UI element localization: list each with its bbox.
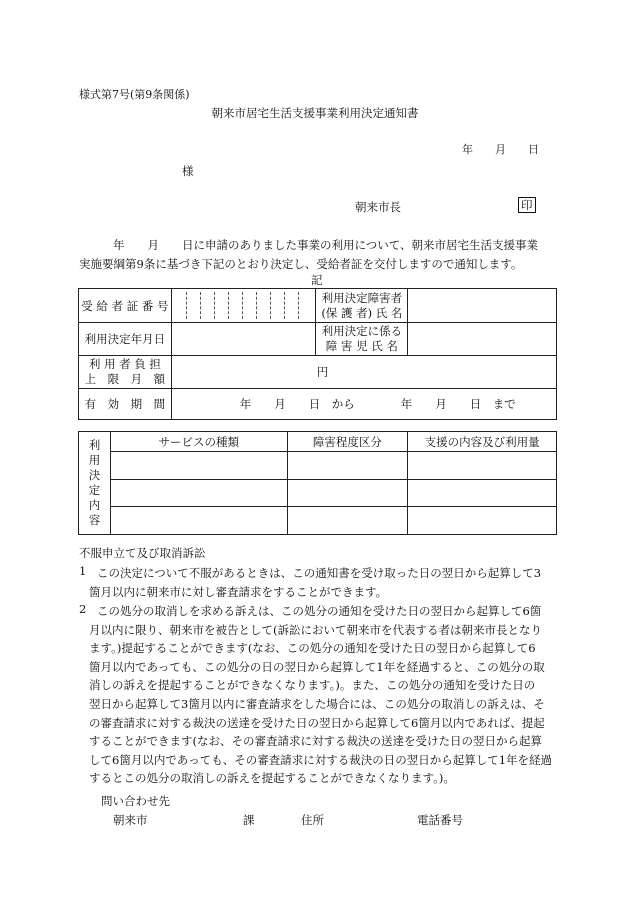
info-table — [78, 288, 557, 420]
appeal-item-2: この処分の取消しを求める訴えは、この処分の通知を受けた日の翌日から起算して6箇 月以内に限り、朝来市を被告として(訴訟において朝来市を代表する者は朝来市長となり ます。)提起することができます(なお、この処分の通知を受けた日の翌日から起算して6 箇月以内であっても、この処分の日の翌日から起算して1年を経過すると、この処分の取 消しの訴えを提起することができなくなります。)。また、この処分の通知を受けた日の 翌日から起算して3箇月以内に審査請求をした場合には、この処分の取消しの訴えは、そ の審査請求に対する裁決の送達を受けた日の翌日から起算して6箇月以内であれば、提起 することができます(なお、その審査請求に対する裁決の送達を受けた日の翌日から起算 して6箇月以内であっても、その審査請求に対する裁決の日の翌日から起算して1年を経過 するとこの処分の取消しの訴えを提起することができなくなります。)。 — [89, 604, 553, 786]
issuer: 朝来市長 — [355, 200, 401, 214]
valid-period-label: 有 効 期 間 — [79, 389, 172, 420]
decision-date-label: 利用決定年月日 — [79, 323, 172, 356]
recipient-number-label: 受 給 者 証 番 号 — [79, 289, 172, 323]
contact-heading: 問い合わせ先 — [101, 794, 170, 808]
child-name-value — [408, 323, 557, 356]
user-name-value — [408, 289, 557, 323]
table-cell — [110, 480, 287, 507]
appeal-item-1: この決定について不服があるときは、この通知書を受け取った日の翌日から起算して3 箇月以内に朝来市に対し審査請求をすることができます。 — [89, 566, 542, 599]
table-cell — [287, 507, 408, 535]
burden-limit-value — [171, 356, 556, 389]
table-cell — [408, 480, 557, 507]
date-line: 年 月 日 — [462, 143, 539, 156]
disability-level-header: 障害程度区分 — [287, 432, 408, 452]
contact-section: 課 — [243, 813, 255, 827]
decision-content-label: 利用決定内容 — [79, 432, 111, 535]
contact-city: 朝来市 — [113, 813, 148, 827]
intro-line-2: 実施要綱第9条に基づき下記のとおり決定し、受給者証を交付しますので通知します。 — [79, 257, 523, 271]
service-table — [78, 431, 557, 535]
appeal-item-1-number: 1 — [79, 564, 87, 578]
table-cell — [408, 507, 557, 535]
addressee-suffix: 様 — [182, 164, 194, 178]
recipient-number-cells — [171, 289, 316, 323]
contact-phone: 電話番号 — [417, 813, 463, 827]
appeal-heading: 不服申立て及び取消訴訟 — [79, 546, 206, 560]
yen-unit: 円 — [316, 365, 329, 379]
appeal-item-2-number: 2 — [79, 602, 87, 616]
table-cell — [408, 452, 557, 480]
intro-line-1: 年 月 日に申請のありました事業の利用について、朝来市居宅生活支援事業 — [113, 238, 539, 252]
decision-date-value — [171, 323, 316, 356]
table-cell — [287, 452, 408, 480]
table-cell — [287, 480, 408, 507]
table-cell — [110, 507, 287, 535]
form-number: 様式第7号(第9条関係) — [79, 88, 190, 101]
burden-limit-label: 利 用 者 負 担 上 限 月 額 — [79, 356, 172, 389]
seal-mark: 印 — [518, 197, 536, 213]
user-name-label: 利用決定障害者 (保 護 者) 氏 名 — [316, 289, 408, 323]
page-title: 朝来市居宅生活支援事業利用決定通知書 — [211, 106, 419, 120]
ki-heading: 記 — [311, 273, 323, 287]
service-type-header: サービスの種類 — [110, 432, 287, 452]
table-cell — [110, 452, 287, 480]
support-content-header: 支援の内容及び利用量 — [408, 432, 557, 452]
child-name-label: 利用決定に係る 障 害 児 氏 名 — [316, 323, 408, 356]
contact-address: 住所 — [301, 813, 324, 827]
valid-period-value: 年 月 日 から 年 月 日 まで — [171, 389, 556, 420]
